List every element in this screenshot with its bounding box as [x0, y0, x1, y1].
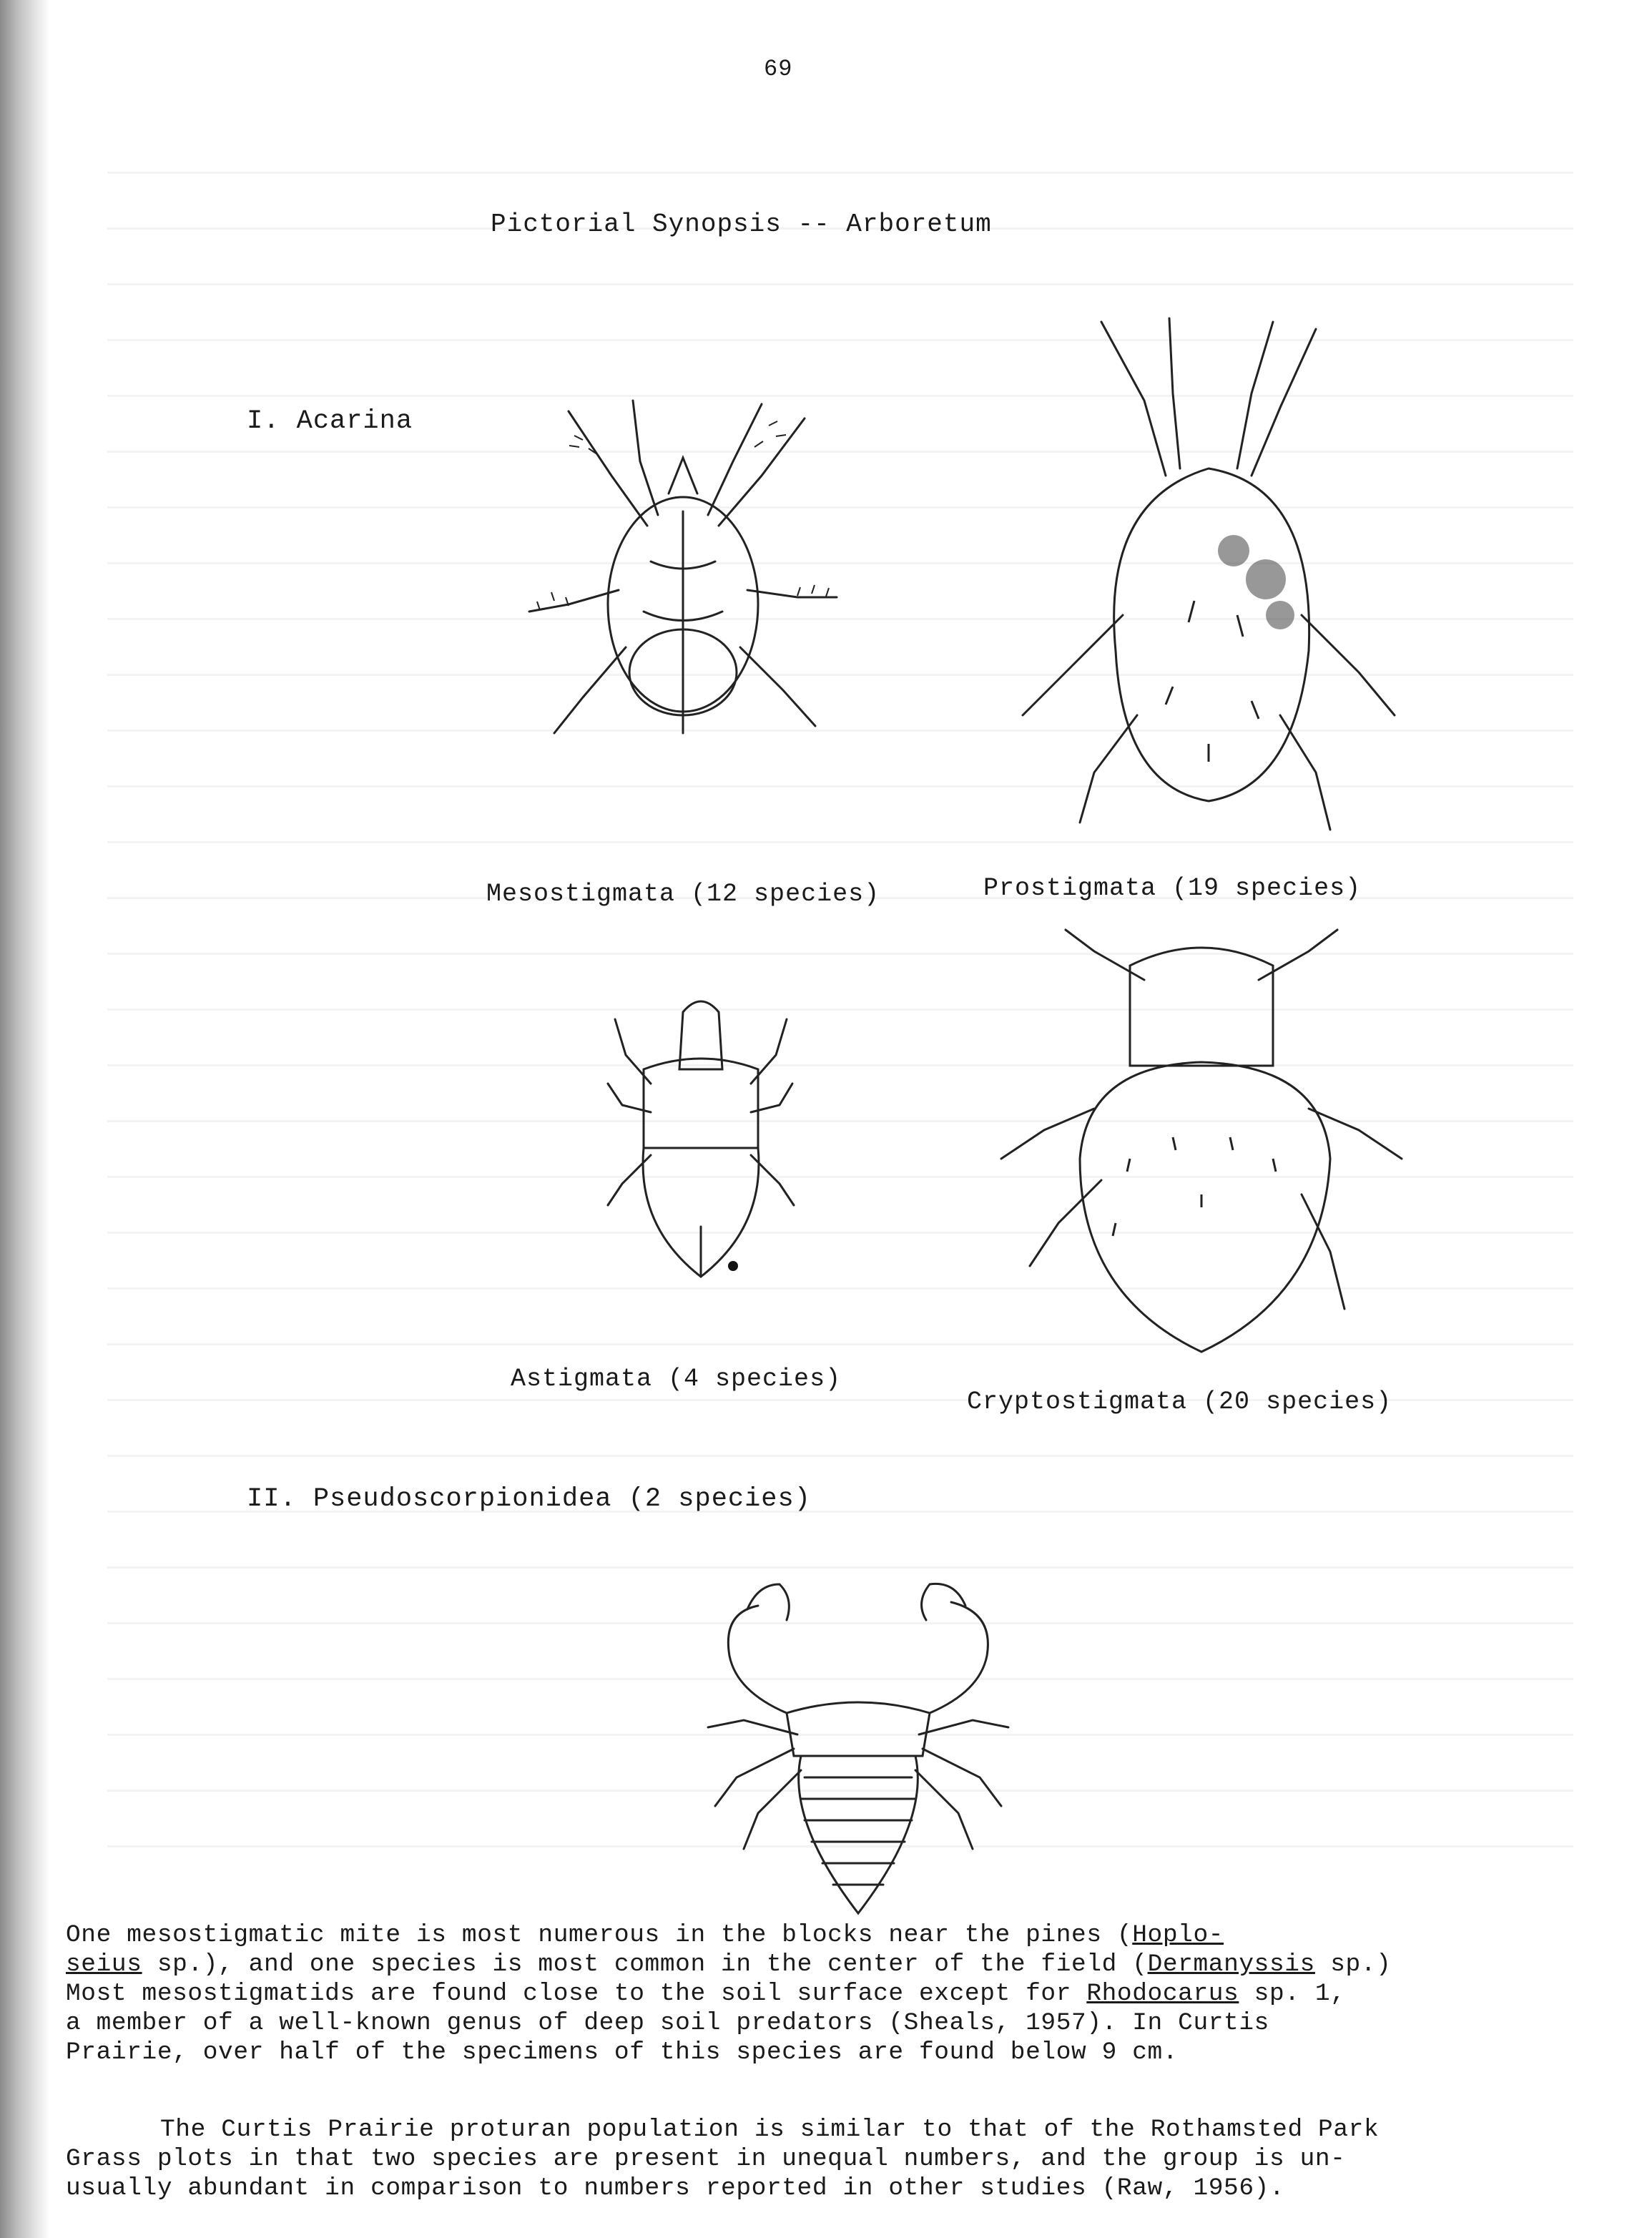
mesostigmatid-mite-icon: [526, 397, 840, 776]
genus-name: Dermanyssis: [1147, 1950, 1315, 1978]
genus-name: Hoplo-: [1132, 1921, 1224, 1949]
text-line: Prairie, over half of the specimens of this species are found below 9 cm.: [66, 2038, 1179, 2066]
caption-mesostigmata: Mesostigmata (12 species): [486, 880, 880, 908]
caption-prostigmata: Prostigmata (19 species): [983, 874, 1362, 903]
section-heading-pseudoscorpionidea: II. Pseudoscorpionidea (2 species): [247, 1484, 811, 1514]
page-number: 69: [764, 56, 793, 82]
pseudoscorpion-icon: [679, 1570, 1037, 1928]
text-line: The Curtis Prairie proturan population is similar to that of the Rothamsted Park: [160, 2116, 1380, 2144]
text-line: usually abundant in comparison to numbers reported in other studies (Raw, 1956).: [66, 2174, 1285, 2202]
text-line: seius sp.), and one species is most common in the center of the field (Dermanyssis sp.): [66, 1950, 1392, 1978]
section-heading-acarina: I. Acarina: [247, 406, 413, 436]
paragraph-mesostigmata: [66, 1920, 1646, 2067]
text-line: Most mesostigmatids are found close to the soil surface except for Rhodocarus sp. 1,: [66, 1980, 1346, 2008]
genus-name: Rhodocarus: [1086, 1980, 1239, 2008]
prostigmatid-mite-icon: [994, 315, 1437, 858]
caption-astigmata: Astigmata (4 species): [511, 1365, 842, 1393]
scan-shadow: [0, 0, 50, 2238]
cryptostigmatid-mite-icon: [987, 923, 1416, 1380]
page-title: Pictorial Synopsis -- Arboretum: [491, 210, 992, 239]
text-line: Grass plots in that two species are present in unequal numbers, and the group is un-: [66, 2145, 1346, 2173]
caption-cryptostigmata: Cryptostigmata (20 species): [967, 1388, 1392, 1416]
text-line: a member of a well-known genus of deep soil predators (Sheals, 1957). In Curtis: [66, 2009, 1269, 2037]
astigmatid-mite-icon: [601, 991, 801, 1305]
text-line: One mesostigmatic mite is most numerous in the blocks near the pines (Hoplo-: [66, 1921, 1224, 1949]
paragraph-protura: [66, 2115, 1646, 2203]
genus-name: seius: [66, 1950, 142, 1978]
